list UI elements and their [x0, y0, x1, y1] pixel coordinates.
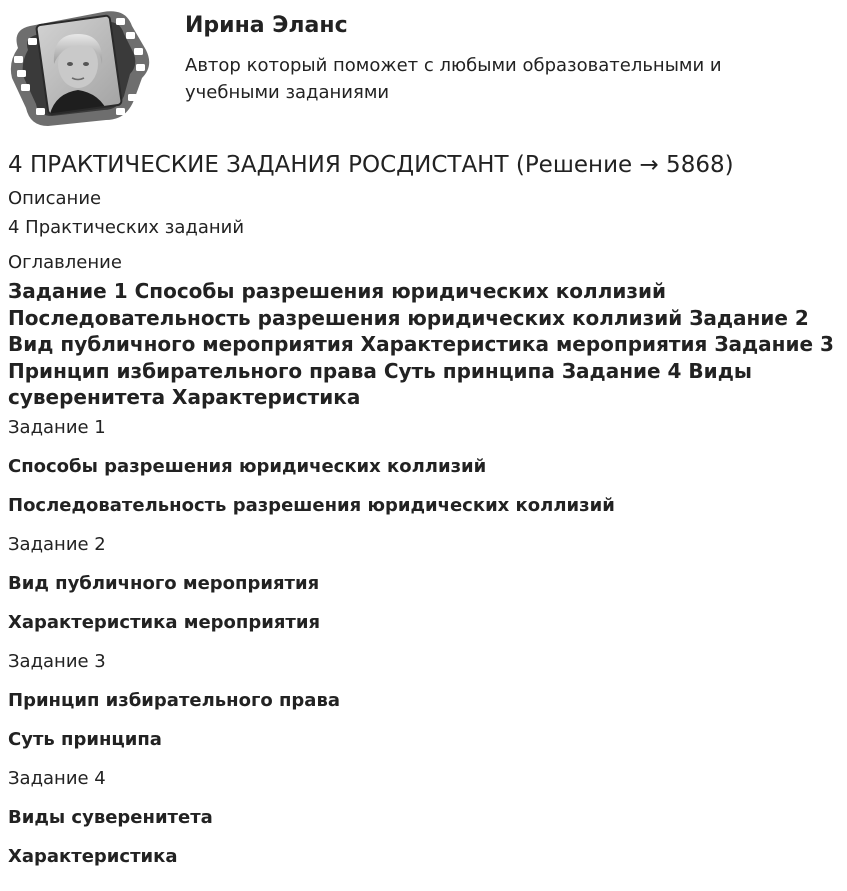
task-item: Вид публичного мероприятия	[8, 572, 320, 594]
author-description: Автор который поможет с любыми образовательными и учебными заданиями	[185, 55, 722, 103]
task-item: Характеристика мероприятия	[8, 611, 321, 633]
task-heading: Задание 2	[8, 533, 106, 555]
task-heading: Задание 3	[8, 650, 106, 672]
task-2-section	[8, 534, 838, 651]
task-4-section	[8, 768, 838, 885]
task-heading: Задание 1	[8, 416, 106, 438]
product-content	[8, 150, 838, 885]
author-name[interactable]: Ирина Эланс	[185, 13, 348, 38]
task-heading: Задание 4	[8, 767, 106, 789]
task-item: Принцип избирательного права	[8, 689, 340, 711]
task-item: Характеристика	[8, 845, 178, 867]
task-item: Виды суверенитета	[8, 806, 213, 828]
film-frame-portrait-icon	[11, 8, 149, 126]
task-1-section	[8, 417, 838, 534]
task-item: Суть принципа	[8, 728, 162, 750]
task-3-section	[8, 651, 838, 768]
author-avatar[interactable]	[8, 8, 150, 126]
description-text: 4 Практических заданий	[8, 217, 245, 238]
page-title: 4 ПРАКТИЧЕСКИЕ ЗАДАНИЯ РОСДИСТАНТ (Решение → 5868)	[8, 152, 734, 178]
task-item: Последовательность разрешения юридических коллизий	[8, 494, 615, 516]
task-item: Способы разрешения юридических коллизий	[8, 455, 487, 477]
description-label: Описание	[8, 188, 102, 209]
toc-text: Задание 1 Способы разрешения юридических коллизий Последовательность разрешения юридических коллизий Задание 2 Вид публичного мероприятия Характеристика мероприятия Задание 3 Принцип избирательного права Суть принципа Задание 4 Виды суверенитета Характеристика	[8, 279, 834, 409]
author-card	[0, 0, 847, 140]
toc-label: Оглавление	[8, 252, 122, 273]
